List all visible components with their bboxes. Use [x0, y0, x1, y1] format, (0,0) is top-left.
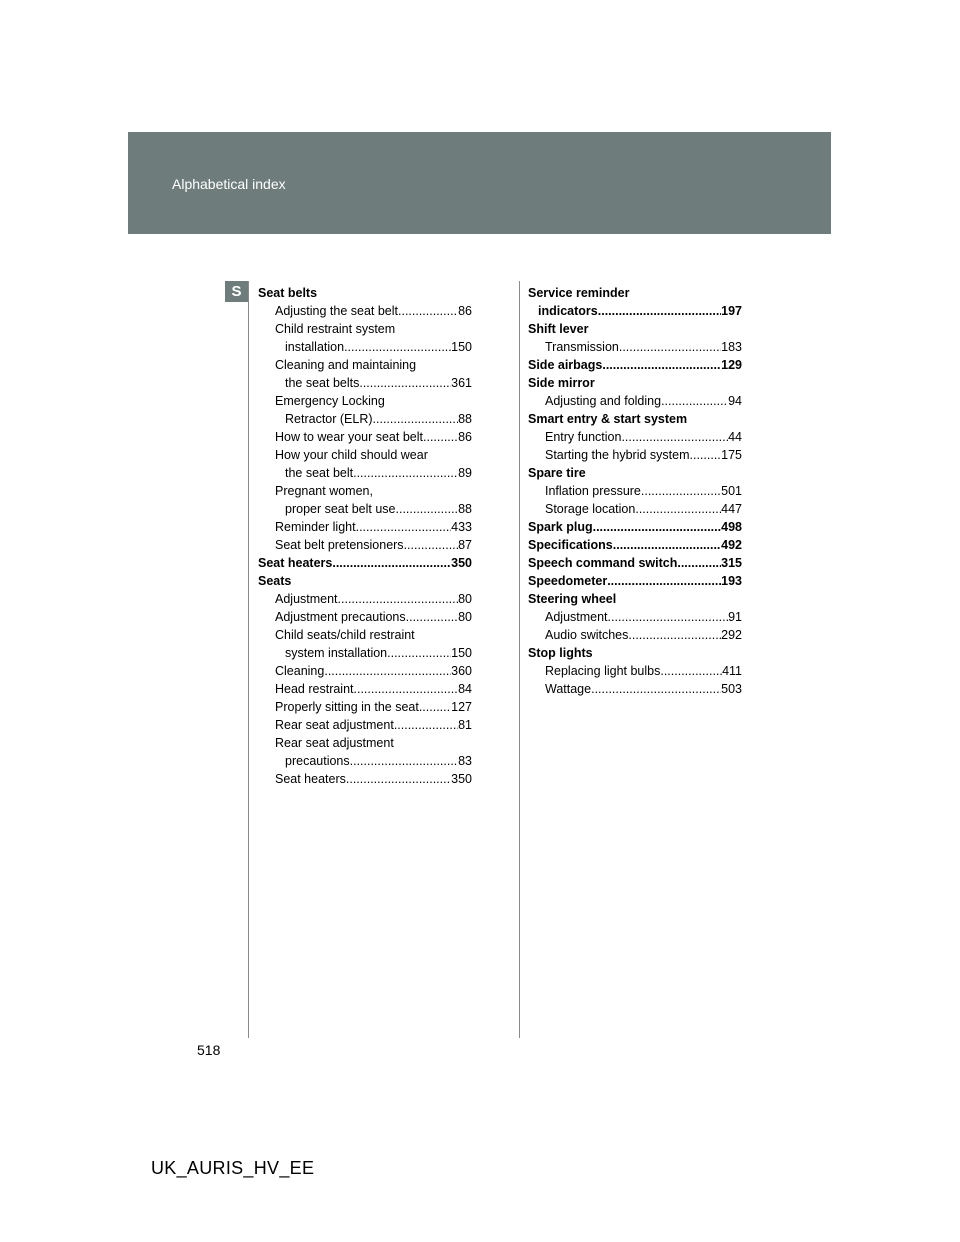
page-number: 518 — [197, 1042, 221, 1058]
index-entry — [258, 428, 472, 446]
index-heading: Stop lights — [528, 646, 593, 660]
index-entry — [258, 500, 472, 518]
index-entry-text: Seat belt pretensioners — [275, 538, 404, 552]
index-entry-text: Rear seat adjustment — [275, 718, 394, 732]
index-entry-page[interactable]: 197 — [721, 304, 742, 318]
index-heading: Child restraint system — [275, 322, 396, 336]
index-entry-page[interactable]: 433 — [451, 520, 472, 534]
index-entry-page[interactable]: 89 — [458, 466, 472, 480]
index-entry-text: proper seat belt use — [285, 502, 396, 516]
index-entry — [258, 554, 472, 572]
dot-leader — [394, 716, 458, 734]
index-entry-text: Entry function — [545, 430, 622, 444]
index-entry-text: Retractor (ELR) — [285, 412, 373, 426]
dot-leader — [661, 392, 728, 410]
index-entry-page[interactable]: 88 — [458, 502, 472, 516]
index-entry-text: indicators — [538, 304, 598, 318]
index-entry-page[interactable]: 44 — [728, 430, 742, 444]
index-entry — [258, 464, 472, 482]
index-entry-text: installation — [285, 340, 345, 354]
index-entry — [528, 680, 742, 698]
index-heading: Spare tire — [528, 466, 586, 480]
index-entry-text: Reminder light — [275, 520, 356, 534]
index-entry — [528, 626, 742, 644]
index-entry-text: Head restraint — [275, 682, 354, 696]
index-entry-text: the seat belts — [285, 376, 360, 390]
index-entry — [528, 608, 742, 626]
index-entry — [528, 356, 742, 374]
index-entry-page[interactable]: 193 — [721, 574, 742, 588]
index-entry — [258, 590, 472, 608]
index-entry-page[interactable]: 183 — [721, 340, 742, 354]
index-entry — [258, 518, 472, 536]
index-entry-page[interactable]: 292 — [721, 628, 742, 642]
dot-leader — [354, 680, 459, 698]
index-entry — [258, 536, 472, 554]
dot-leader — [356, 518, 452, 536]
index-entry — [258, 374, 472, 392]
index-entry-text: Seat heaters — [275, 772, 346, 786]
index-entry-text: Inflation pressure — [545, 484, 641, 498]
index-entry-text: Audio switches — [545, 628, 629, 642]
index-entry-page[interactable]: 94 — [728, 394, 742, 408]
index-entry-page[interactable]: 501 — [721, 484, 742, 498]
index-heading: Pregnant women, — [275, 484, 373, 498]
dot-leader — [324, 662, 451, 680]
index-entry-text: Spark plug — [528, 520, 593, 534]
index-heading: Steering wheel — [528, 592, 617, 606]
index-entry-page[interactable]: 350 — [451, 772, 472, 786]
section-letter-tab: S — [225, 281, 248, 302]
index-entry — [258, 770, 472, 788]
index-heading: Cleaning and maintaining — [275, 358, 417, 372]
index-entry-page[interactable]: 503 — [721, 682, 742, 696]
index-entry-page[interactable]: 315 — [721, 556, 742, 570]
dot-leader — [344, 338, 451, 356]
dot-leader — [602, 356, 721, 374]
index-entry-text: system installation — [285, 646, 388, 660]
index-entry — [528, 338, 742, 356]
index-entry-page[interactable]: 91 — [728, 610, 742, 624]
index-entry-text: How to wear your seat belt — [275, 430, 423, 444]
page-header — [128, 132, 831, 234]
dot-leader — [353, 464, 458, 482]
dot-leader — [608, 608, 729, 626]
index-entry-page[interactable]: 498 — [721, 520, 742, 534]
index-entry — [528, 572, 742, 590]
index-entry-page[interactable]: 86 — [458, 430, 472, 444]
dot-leader — [404, 536, 459, 554]
dot-leader — [423, 428, 458, 446]
index-heading: Shift lever — [528, 322, 589, 336]
index-heading: How your child should wear — [275, 448, 428, 462]
dot-leader — [593, 518, 722, 536]
index-entry — [528, 536, 742, 554]
index-entry-page[interactable]: 127 — [451, 700, 472, 714]
dot-leader — [677, 554, 721, 572]
index-entry-text: Cleaning — [275, 664, 325, 678]
index-entry-text: Adjustment precautions — [275, 610, 406, 624]
index-entry-text: Adjustment — [275, 592, 338, 606]
index-entry — [258, 662, 472, 680]
index-entry-page[interactable]: 83 — [458, 754, 472, 768]
index-entry-text: Starting the hybrid system — [545, 448, 690, 462]
index-entry — [258, 716, 472, 734]
dot-leader — [598, 302, 721, 320]
index-entry-text: Storage location — [545, 502, 636, 516]
dot-leader — [419, 698, 451, 716]
index-entry — [258, 752, 472, 770]
index-heading: Child seats/child restraint — [275, 628, 415, 642]
index-entry-page[interactable]: 80 — [458, 610, 472, 624]
index-entry — [528, 662, 742, 680]
dot-leader — [619, 338, 721, 356]
dot-leader — [396, 500, 459, 518]
index-entry-page[interactable]: 360 — [451, 664, 472, 678]
dot-leader — [398, 302, 458, 320]
dot-leader — [591, 680, 721, 698]
right-column-rule — [519, 281, 520, 1038]
index-entry-page[interactable]: 150 — [451, 340, 472, 354]
index-entry — [258, 302, 472, 320]
index-entry-page[interactable]: 88 — [458, 412, 472, 426]
dot-leader — [346, 770, 451, 788]
index-column-right — [528, 284, 742, 698]
index-column-left — [258, 284, 472, 788]
index-entry-text: Specifications — [528, 538, 613, 552]
index-entry-page[interactable]: 150 — [451, 646, 472, 660]
index-entry-text: Seat heaters — [258, 556, 333, 570]
dot-leader — [613, 536, 721, 554]
footer-code: UK_AURIS_HV_EE — [151, 1158, 315, 1178]
index-entry-page[interactable]: 86 — [458, 304, 472, 318]
index-entry — [528, 518, 742, 536]
dot-leader — [641, 482, 721, 500]
index-entry — [258, 680, 472, 698]
dot-leader — [332, 554, 451, 572]
index-entry — [258, 410, 472, 428]
dot-leader — [406, 608, 458, 626]
index-entry-text: precautions — [285, 754, 350, 768]
dot-leader — [359, 374, 451, 392]
dot-leader — [607, 572, 721, 590]
index-heading: Rear seat adjustment — [275, 736, 394, 750]
dot-leader — [635, 500, 721, 518]
dot-leader — [387, 644, 451, 662]
index-entry — [258, 644, 472, 662]
index-entry-page[interactable]: 129 — [721, 358, 742, 372]
index-entry-page[interactable]: 84 — [458, 682, 472, 696]
index-entry-page[interactable]: 80 — [458, 592, 472, 606]
index-entry — [528, 554, 742, 572]
header-title: Alphabetical index — [172, 176, 286, 192]
index-entry-page[interactable]: 350 — [451, 556, 472, 570]
index-entry-text: Wattage — [545, 682, 592, 696]
index-entry-text: Adjusting and folding — [545, 394, 662, 408]
index-heading: Emergency Locking — [275, 394, 385, 408]
index-entry — [528, 302, 742, 320]
dot-leader — [338, 590, 459, 608]
index-entry-text: Transmission — [545, 340, 619, 354]
index-entry-page[interactable]: 361 — [451, 376, 472, 390]
index-heading: Smart entry & start system — [528, 412, 688, 426]
dot-leader — [621, 428, 728, 446]
index-entry-page[interactable]: 411 — [722, 664, 742, 678]
index-entry-text: Replacing light bulbs — [545, 664, 661, 678]
index-entry-page[interactable]: 87 — [458, 538, 472, 552]
index-entry — [258, 608, 472, 626]
dot-leader — [660, 662, 722, 680]
index-entry-page[interactable]: 447 — [721, 502, 742, 516]
index-entry-text: the seat belt — [285, 466, 354, 480]
index-heading: Service reminder — [528, 286, 630, 300]
dot-leader — [373, 410, 459, 428]
dot-leader — [690, 446, 722, 464]
index-entry — [528, 482, 742, 500]
left-column-rule — [248, 281, 249, 1038]
index-entry-page[interactable]: 492 — [721, 538, 742, 552]
index-entry-text: Side airbags — [528, 358, 603, 372]
index-entry-text: Speech command switch — [528, 556, 678, 570]
index-entry-text: Adjusting the seat belt — [275, 304, 398, 318]
index-entry-text: Properly sitting in the seat — [275, 700, 419, 714]
index-heading: Seats — [258, 574, 292, 588]
index-entry — [258, 698, 472, 716]
index-entry — [258, 338, 472, 356]
dot-leader — [350, 752, 458, 770]
index-entry-text: Speedometer — [528, 574, 608, 588]
index-entry — [528, 392, 742, 410]
index-entry-text: Adjustment — [545, 610, 608, 624]
index-heading: Seat belts — [258, 286, 318, 300]
index-entry-page[interactable]: 175 — [721, 448, 742, 462]
index-entry — [528, 500, 742, 518]
index-entry-page[interactable]: 81 — [458, 718, 472, 732]
index-heading: Side mirror — [528, 376, 595, 390]
index-entry — [528, 428, 742, 446]
dot-leader — [628, 626, 721, 644]
index-entry — [528, 446, 742, 464]
